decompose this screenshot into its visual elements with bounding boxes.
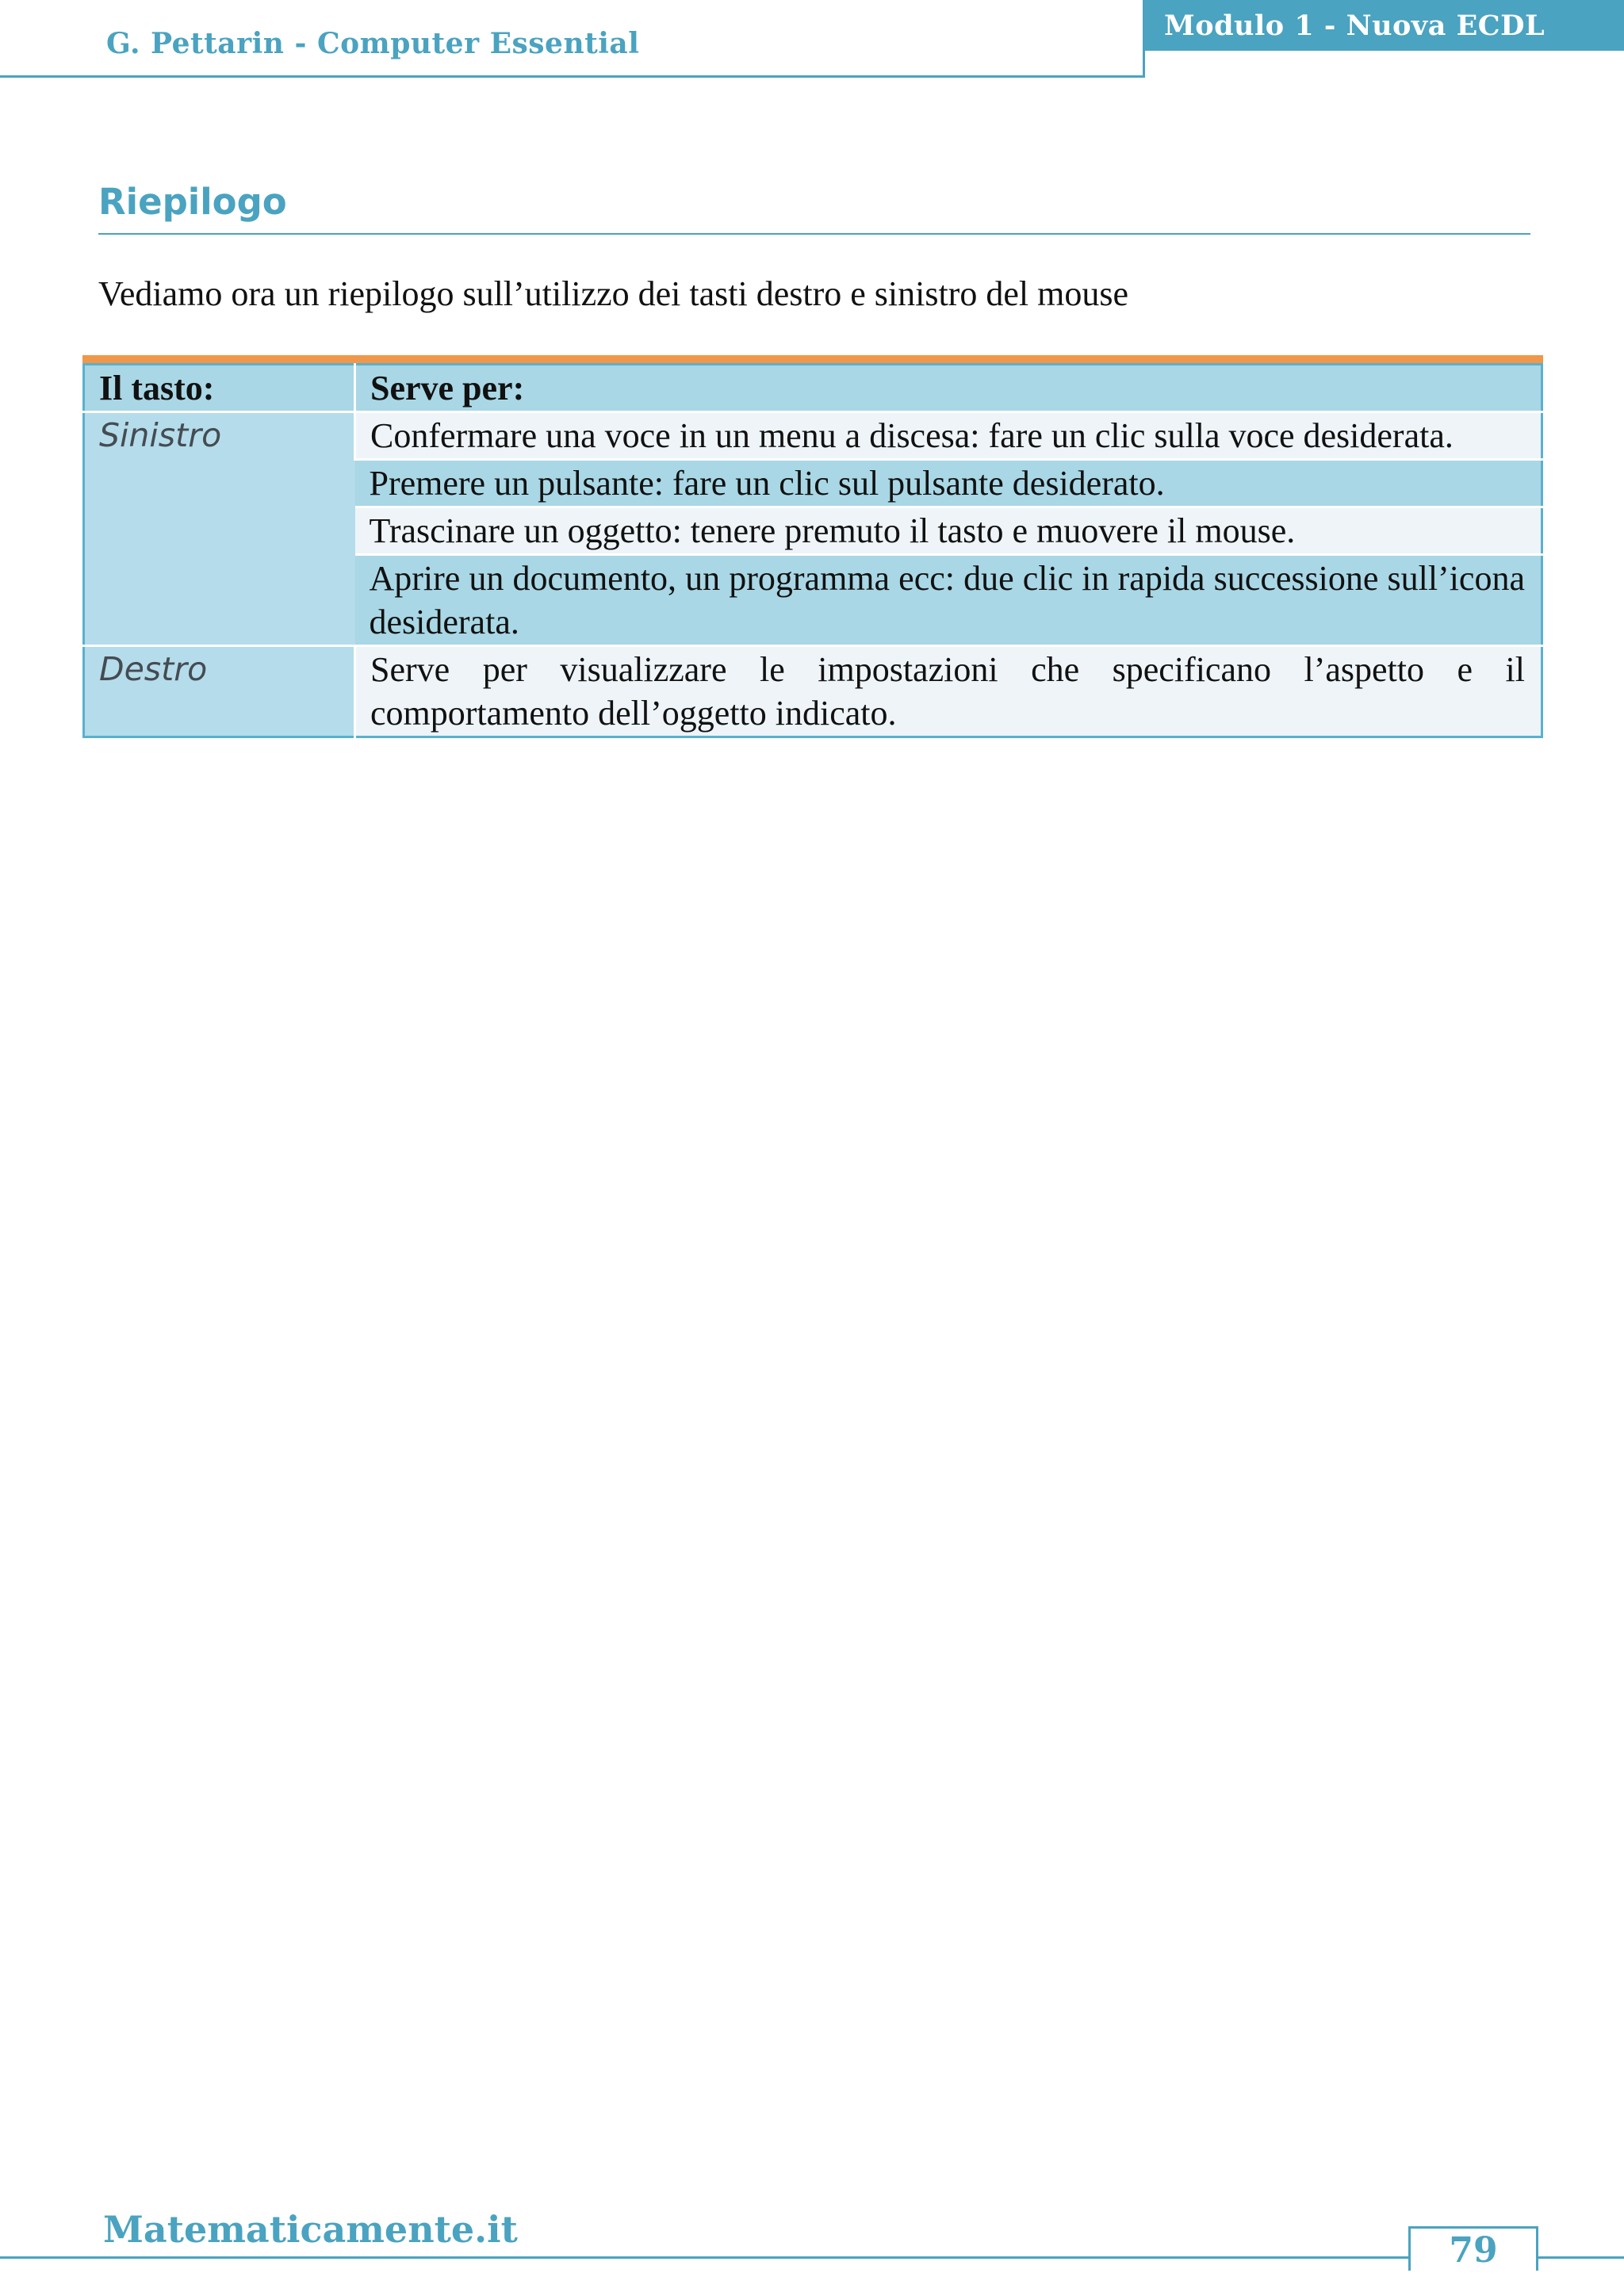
purpose-cell: Aprire un documento, un programma ecc: due clic in rapida successione sull’icona desiderata. [355,555,1542,646]
summary-table-container [82,355,1543,738]
purpose-cell: Confermare una voce in un menu a discesa: fare un clic sulla voce desiderata. [355,412,1542,460]
header-module-title: Modulo 1 - Nuova ECDL [1164,10,1545,42]
section-title: Riepilogo [98,181,287,223]
section-divider [98,233,1530,235]
page-number-box [1408,2226,1538,2271]
purpose-cell: Trascinare un oggetto: tenere premuto il tasto e muovere il mouse. [355,507,1542,555]
table-row [84,412,1542,460]
header-cell-key: Il tasto: [84,365,355,412]
footer-brand: Matematicamente.it [103,2208,518,2251]
purpose-cell: Serve per visualizzare le impostazioni che specificano l’aspetto e il comportamento dell’oggetto indicato. [355,646,1542,737]
header-book-title: G. Pettarin - Computer Essential [106,27,640,60]
footer-divider [0,2256,1408,2259]
table-row [84,646,1542,737]
header-module-badge [1145,0,1624,51]
page-number: 79 [1449,2230,1498,2271]
summary-table [82,363,1543,738]
purpose-cell: Premere un pulsante: fare un clic sul pulsante desiderato. [355,460,1542,507]
table-top-accent-bar [82,355,1543,363]
table-header-row [84,365,1542,412]
key-cell-left: Sinistro [84,412,355,646]
intro-paragraph: Vediamo ora un riepilogo sull’utilizzo dei tasti destro e sinistro del mouse [98,274,1128,313]
key-cell-right: Destro [84,646,355,737]
footer-divider-end [1538,2256,1624,2259]
header-cell-purpose: Serve per: [355,365,1542,412]
